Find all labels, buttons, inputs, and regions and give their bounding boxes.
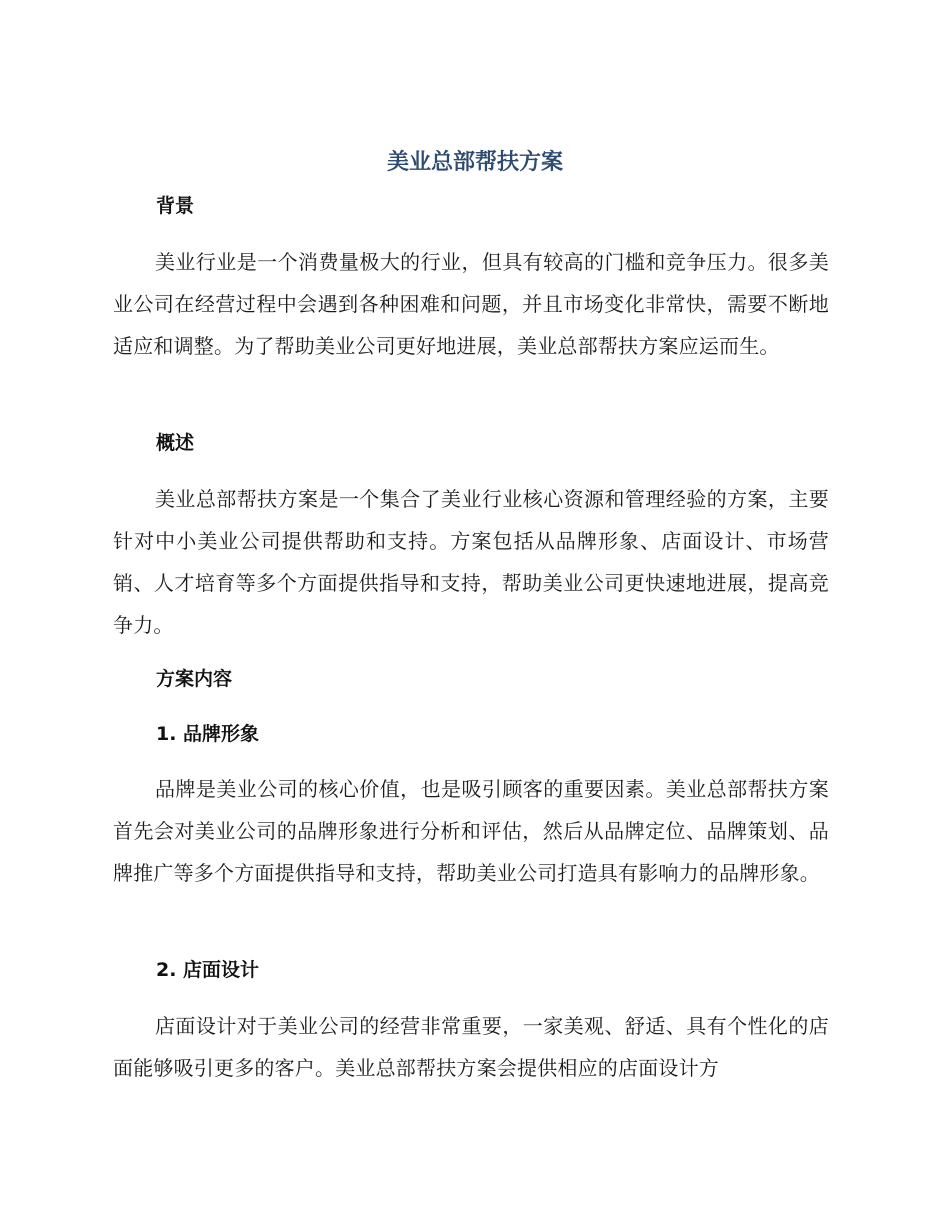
section-heading-overview: 概述 (156, 432, 195, 454)
section-heading-brand-image: 1. 品牌形象 (156, 723, 260, 745)
section-heading-store-design: 2. 店面设计 (156, 959, 260, 981)
section-heading-background: 背景 (156, 195, 195, 217)
section-paragraph-brand-image: 品牌是美业公司的核心价值，也是吸引顾客的重要因素。美业总部帮扶方案首先会对美业公司的品牌形象进行分析和评估，然后从品牌定位、品牌策划、品牌推广等多个方面提供指导和支持，帮助美业公司打造具有影响力的品牌形象。 (113, 777, 829, 885)
document-title: 美业总部帮扶方案 (386, 150, 563, 175)
section-paragraph-background: 美业行业是一个消费量极大的行业，但具有较高的门槛和竞争压力。很多美业公司在经营过程中会遇到各种困难和问题，并且市场变化非常快，需要不断地适应和调整。为了帮助美业公司更好地进展，美业总部帮扶方案应运而生。 (113, 250, 829, 358)
section-paragraph-store-design: 店面设计对于美业公司的经营非常重要，一家美观、舒适、具有个性化的店面能够吸引更多的客户。美业总部帮扶方案会提供相应的店面设计方 (113, 1014, 829, 1080)
section-paragraph-overview: 美业总部帮扶方案是一个集合了美业行业核心资源和管理经验的方案，主要针对中小美业公司提供帮助和支持。方案包括从品牌形象、店面设计、市场营销、人才培育等多个方面提供指导和支持，帮助美业公司更快速地进展，提高竞争力。 (113, 487, 829, 637)
section-heading-plan-content: 方案内容 (156, 668, 233, 690)
